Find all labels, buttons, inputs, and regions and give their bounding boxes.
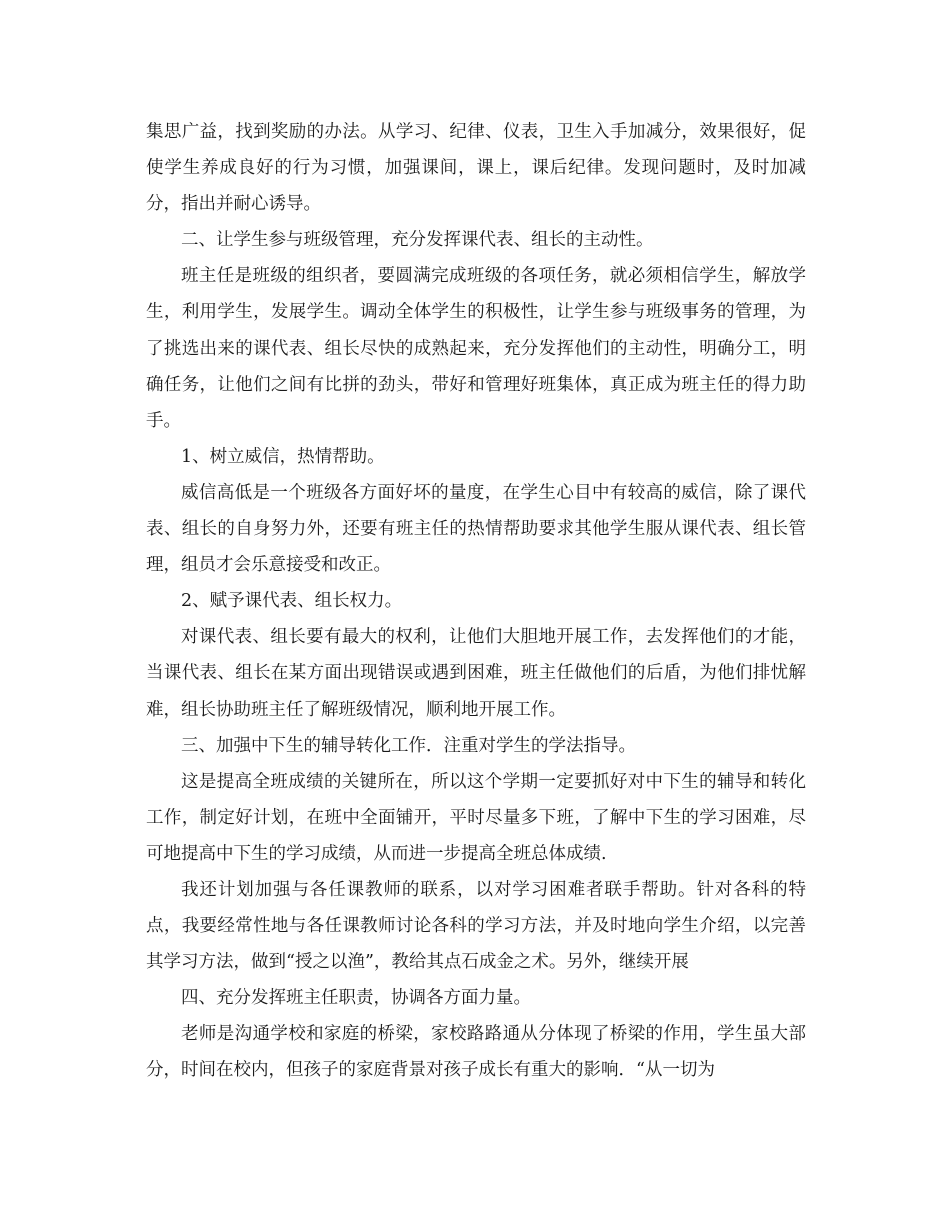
heading-section-4: 四、充分发挥班主任职责，协调各方面力量。 (181, 988, 531, 1009)
paragraph-1: 集思广益，找到奖励的办法。从学习、纪律、仪表，卫生入手加减分，效果很好，促使学生养成良好的行为习惯，加强课间，课上，课后纪律。发现问题时，及时加减分，指出并耐心诱导。 (146, 122, 806, 215)
paragraph-7: 对课代表、组长要有最大的权利，让他们大胆地开展工作，去发挥他们的才能，当课代表、组长在某方面出现错误或遇到困难，班主任做他们的后盾，为他们排忧解难，组长协助班主任了解班级情况，顺利地开展工作。 (146, 627, 806, 720)
heading-section-3: 三、加强中下生的辅导转化工作．注重对学生的学法指导。 (181, 735, 636, 756)
paragraph-10: 我还计划加强与各任课教师的联系，以对学习困难者联手帮助。针对各科的特点，我要经常性地与各任课教师讨论各科的学习方法，并及时地向学生介绍，以完善其学习方法，做到“授之以渔”，教给其点石成金之术。另外，继续开展 (146, 879, 806, 973)
document-body (146, 114, 806, 1089)
paragraph-5: 威信高低是一个班级各方面好坏的量度，在学生心目中有较高的威信，除了课代表、组长的自身努力外，还要有班主任的热情帮助要求其他学生服从课代表、组长管理，组员才会乐意接受和改正。 (146, 482, 806, 576)
paragraph-3: 班主任是班级的组织者，要圆满完成班级的各项任务，就必须相信学生，解放学生，利用学生，发展学生。调动全体学生的积极性，让学生参与班级事务的管理，为了挑选出来的课代表、组长尽快的成熟起来，充分发挥他们的主动性，明确分工，明确任务，让他们之间有比拼的劲头，带好和管理好班集体，真正成为班主任的得力助手。 (146, 266, 806, 431)
subheading-2: 2、赋予课代表、组长权力。 (181, 591, 403, 612)
paragraph-9: 这是提高全班成绩的关键所在，所以这个学期一定要抓好对中下生的辅导和转化工作，制定好计划，在班中全面铺开，平时尽量多下班，了解中下生的学习困难，尽可地提高中下生的学习成绩，从而进一步提高全班总体成绩. (146, 771, 806, 864)
subheading-1: 1、树立威信，热情帮助。 (181, 446, 385, 467)
heading-section-2: 二、让学生参与班级管理，充分发挥课代表、组长的主动性。 (181, 230, 654, 251)
paragraph-12: 老师是沟通学校和家庭的桥梁，家校路路通从分体现了桥梁的作用，学生虽大部分，时间在校内，但孩子的家庭背景对孩子成长有重大的影响．“从一切为 (146, 1024, 806, 1081)
